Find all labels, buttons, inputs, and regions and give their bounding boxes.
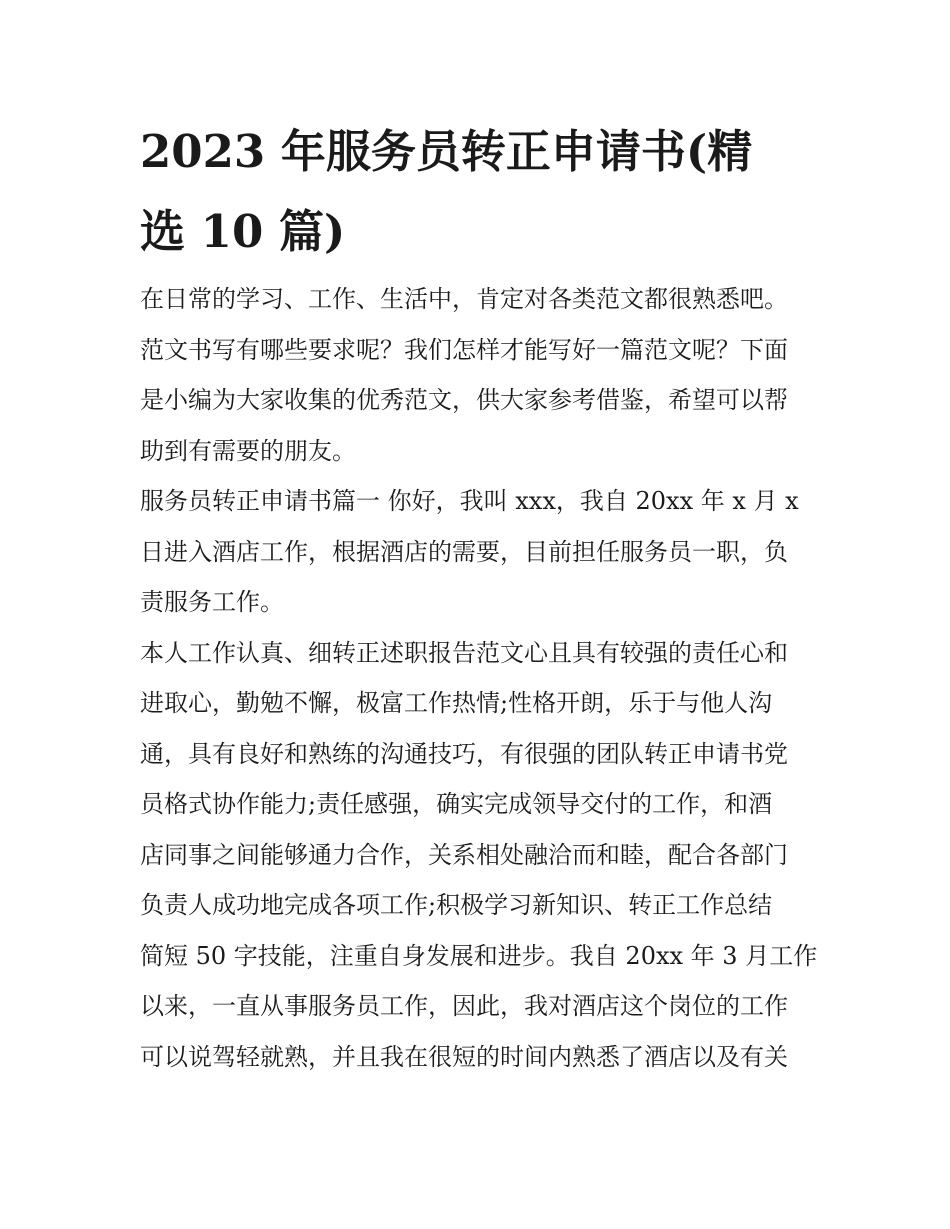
body-line: 员格式协作能力;责任感强，确实完成领导交付的工作，和酒 <box>140 790 773 818</box>
body-line: 在日常的学习、工作、生活中，肯定对各类范文都很熟悉吧。 <box>140 285 788 313</box>
title-line: 选 10 篇) <box>140 205 346 258</box>
body-line: 进取心，勤勉不懈，极富工作热情;性格开朗，乐于与他人沟 <box>140 689 773 717</box>
body-line: 可以说驾轻就熟，并且我在很短的时间内熟悉了酒店以及有关 <box>140 1042 788 1071</box>
body-line: 助到有需要的朋友。 <box>140 436 356 465</box>
body-line: 是小编为大家收集的优秀范文，供大家参考借鉴，希望可以帮 <box>140 386 788 414</box>
body-line: 以来，一直从事服务员工作，因此，我对酒店这个岗位的工作 <box>140 992 788 1020</box>
body-line: 范文书写有哪些要求呢？我们怎样才能写好一篇范文呢？下面 <box>140 335 788 364</box>
body-line: 店同事之间能够通力合作，关系相处融洽而和睦，配合各部门 <box>140 840 788 869</box>
body-line: 负责人成功地完成各项工作;积极学习新知识、转正工作总结 <box>140 891 773 919</box>
title-line: 2023 年服务员转正申请书(精 <box>140 125 753 178</box>
body-line: 通，具有良好和熟练的沟通技巧，有很强的团队转正申请书党 <box>140 739 788 768</box>
body-line: 日进入酒店工作，根据酒店的需要，目前担任服务员一职，负 <box>140 537 788 566</box>
body-line: 简短 50 字技能，注重自身发展和进步。我自 20xx 年 3 月工作 <box>140 941 818 970</box>
document-title <box>140 112 820 272</box>
document-body <box>140 274 820 1082</box>
body-line: 服务员转正申请书篇一 你好，我叫 xxx，我自 20xx 年 x 月 x <box>140 487 799 515</box>
body-line: 本人工作认真、细转正述职报告范文心且具有较强的责任心和 <box>140 638 788 667</box>
body-line: 责服务工作。 <box>140 588 284 616</box>
